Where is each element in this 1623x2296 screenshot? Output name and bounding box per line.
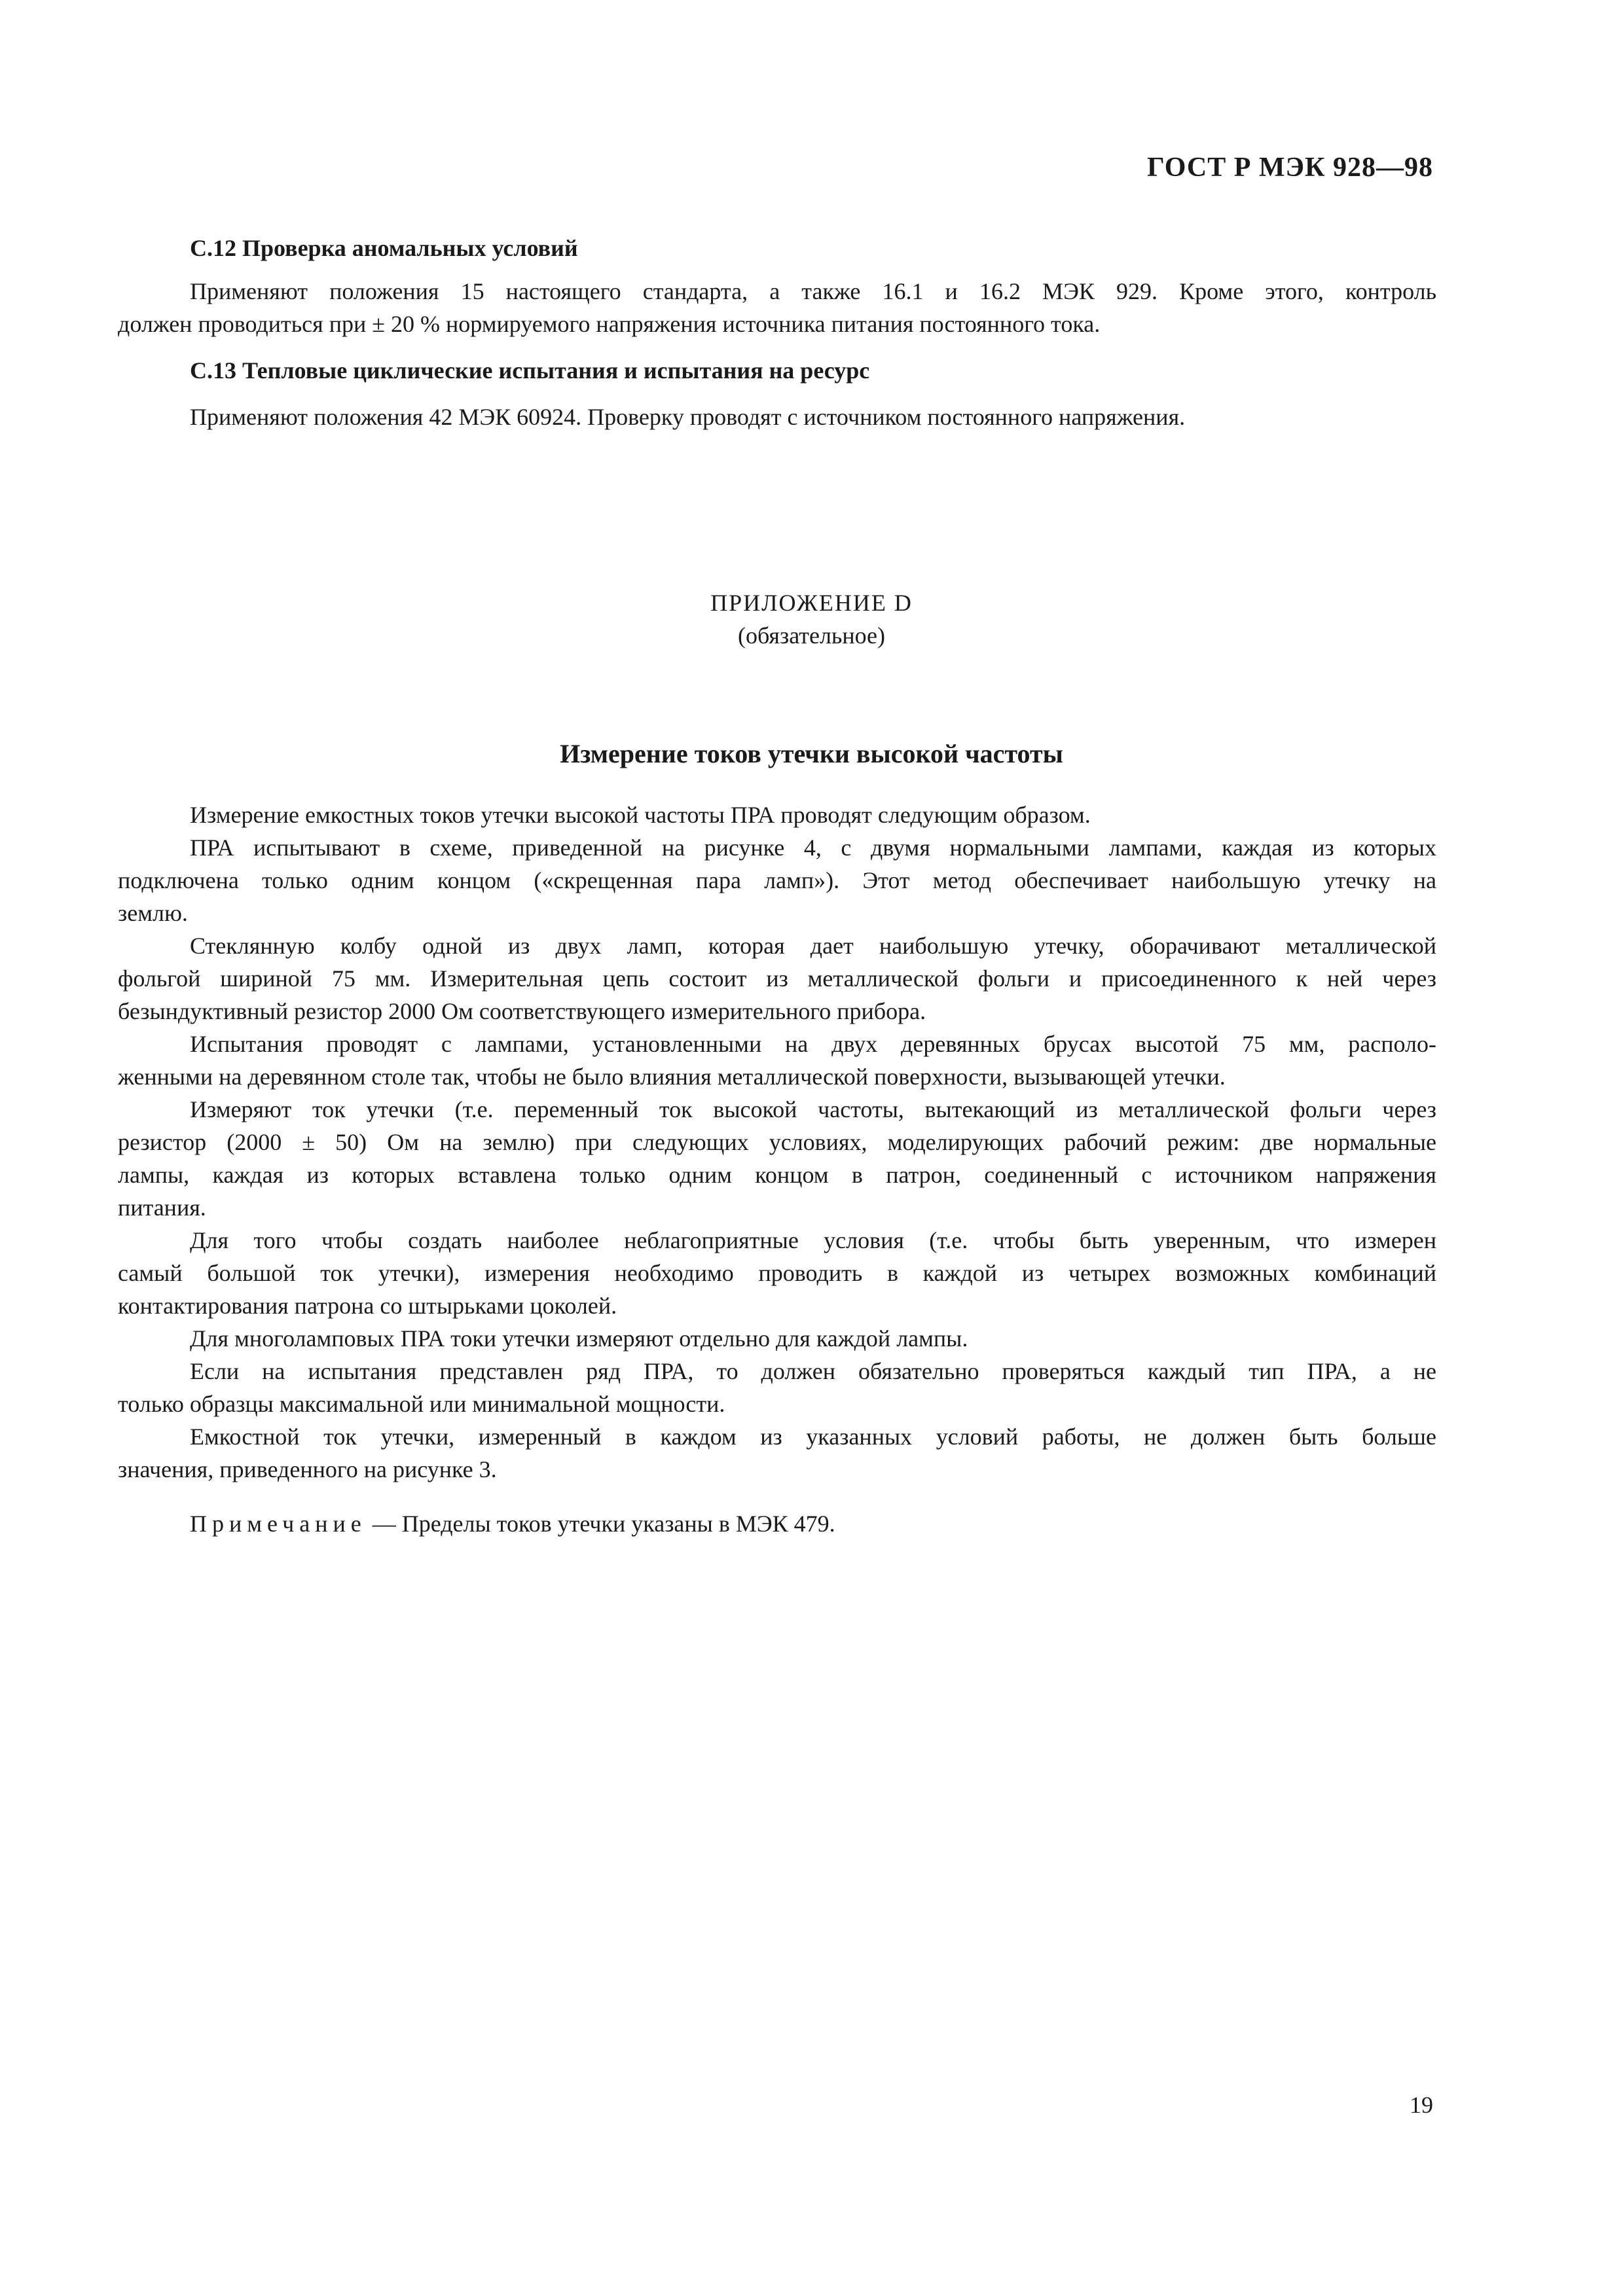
paragraph-line: самый большой ток утечки), измерения необходимо проводить в каждой из четырех возможных комбинаций [118,1260,1436,1286]
paragraph-line: питания. [118,1194,206,1221]
section-c12-paragraph [118,275,1436,340]
paragraph-line: фольгой шириной 75 мм. Измерительная цепь состоит из металлической фольги и присоединенного к ней через [118,965,1436,992]
paragraph-line: безындуктивный резистор 2000 Ом соответствующего измерительного прибора. [118,998,926,1024]
appendix-heading: Измерение токов утечки высокой частоты [560,739,1063,768]
paragraph-line: Измеряют ток утечки (т.е. переменный ток высокой частоты, вытекающий из металлической фольги через [190,1096,1436,1122]
section-c13-paragraph: Применяют положения 42 МЭК 60924. Проверку проводят с источником постоянного напряжения. [190,404,1186,430]
appendix-body [118,798,1436,1486]
paragraph-line: Если на испытания представлен ряд ПРА, то должен обязательно проверяться каждый тип ПРА, а не [190,1358,1436,1384]
paragraph-line: Измерение емкостных токов утечки высокой частоты ПРА проводят следующим образом. [190,802,1091,828]
paragraph-line: землю. [118,900,188,926]
paragraph-line: должен проводиться при ± 20 % нормируемого напряжения источника питания постоянного тока. [118,311,1101,337]
paragraph-line: резистор (2000 ± 50) Ом на землю) при следующих условиях, моделирующих рабочий режим: две нормальные [118,1129,1436,1155]
paragraph-line: Для многоламповых ПРА токи утечки измеряют отдельно для каждой лампы. [190,1325,968,1352]
paragraph-line: лампы, каждая из которых вставлена только одним концом в патрон, соединенный с источником напряжения [118,1162,1436,1188]
paragraph-line: контактирования патрона со штырьками цоколей. [118,1293,617,1319]
appendix-subtitle: (обязательное) [738,622,885,649]
paragraph-line: только образцы максимальной или минимальной мощности. [118,1391,725,1417]
paragraph-line: Испытания проводят с лампами, установленными на двух деревянных брусах высотой 75 мм, располо- [190,1031,1436,1057]
note-text: — Пределы токов утечки указаны в МЭК 479. [372,1511,835,1537]
note-label: Примечание [190,1511,367,1537]
paragraph-line: подключена только одним концом («скрещенная пара ламп»). Этот метод обеспечивает наибольшую утечку на [118,867,1436,893]
paragraph-line: женными на деревянном столе так, чтобы не было влияния металлической поверхности, вызывающей утечки. [118,1064,1226,1090]
section-c13-heading: С.13 Тепловые циклические испытания и испытания на ресурс [190,357,870,384]
paragraph-line: значения, приведенного на рисунке 3. [118,1456,497,1482]
paragraph-line: Стеклянную колбу одной из двух ламп, которая дает наибольшую утечку, оборачивают металлической [190,933,1436,959]
page-number: 19 [1410,2092,1433,2118]
paragraph-line: Емкостной ток утечки, измеренный в каждом из указанных условий работы, не должен быть больше [190,1424,1436,1450]
paragraph-line: Для того чтобы создать наиболее неблагоприятные условия (т.е. чтобы быть уверенным, что измерен [190,1227,1436,1253]
paragraph-line: Применяют положения 15 настоящего стандарта, а также 16.1 и 16.2 МЭК 929. Кроме этого, контроль [190,278,1436,304]
standard-designation: ГОСТ Р МЭК 928—98 [1147,152,1433,183]
paragraph-line: ПРА испытывают в схеме, приведенной на рисунке 4, с двумя нормальными лампами, каждая из которых [190,834,1436,861]
appendix-title: ПРИЛОЖЕНИЕ D [710,590,913,616]
section-c12-heading: С.12 Проверка аномальных условий [190,235,578,261]
note [190,1507,835,1540]
